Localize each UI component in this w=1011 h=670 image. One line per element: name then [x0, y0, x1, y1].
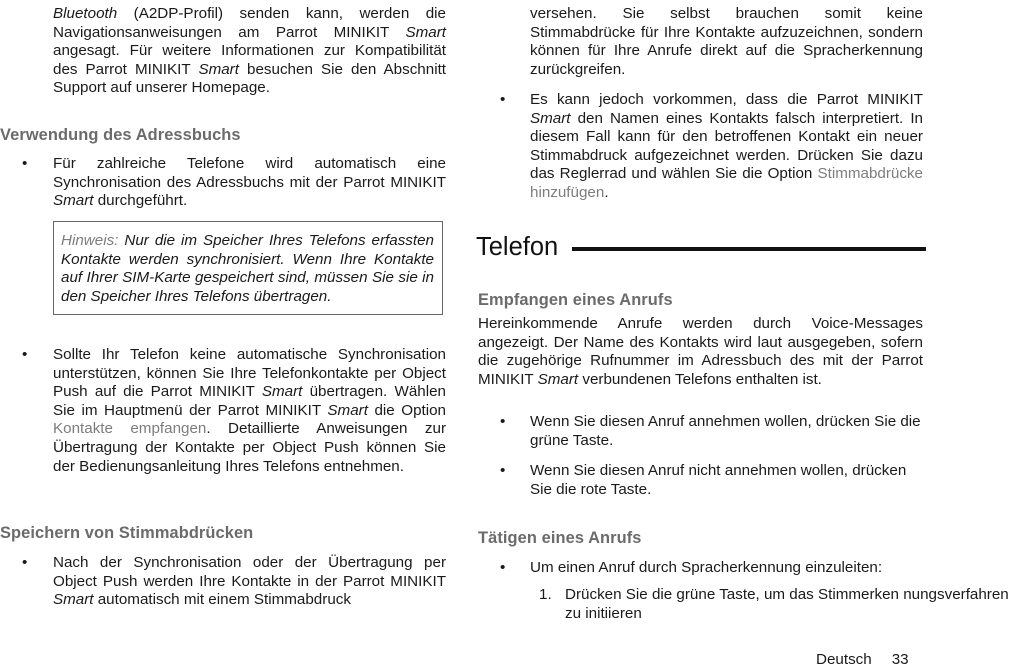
section-heading-stimmabdruecke: Speichern von Stimmabdrücken: [0, 524, 254, 542]
page-number: 33: [891, 651, 909, 668]
list-item: • Für zahlreiche Telefone wird automatisch eine Synchronisation des Adressbuchs mit der Parrot MINIKIT Smart durchgeführt.: [22, 155, 446, 210]
bullet: •: [22, 554, 28, 571]
hint-text: Nur die im Speicher Ihres Telefons erfassten Kontakte werden synchronisiert. Wenn Ihre Kontakte auf Ihrer SIM-Karte gespeichert sind, müssen Sie sie in den Speicher Ihres Telefons übertragen.: [61, 232, 434, 305]
heading-rule: [572, 247, 926, 251]
bullet: •: [22, 155, 28, 172]
bullet: •: [500, 413, 506, 430]
bullet: •: [500, 559, 506, 576]
chapter-title: Telefon: [476, 233, 559, 261]
list-item: • Es kann jedoch vorkommen, dass die Parrot MINIKIT Smart den Namen eines Kontakts falsch interpretiert. In diesem Fall kann für den betroffenen Kontakt ein neuer Stimmabdruck aufgezeichnet werden. Drücken Sie dazu das Reglerrad und wählen Sie die Option Stimmabdrücke hinzufügen.: [500, 91, 923, 201]
footer-language: Deutsch: [816, 651, 872, 668]
list-item: • Wenn Sie diesen Anruf nicht annehmen wollen, drücken Sie die rote Taste.: [500, 462, 907, 498]
step-number: 1.: [539, 586, 552, 603]
bullet: •: [500, 462, 506, 479]
list-item: • Wenn Sie diesen Anruf annehmen wollen, drücken Sie die grüne Taste.: [500, 413, 921, 449]
numbered-step: 1. Drücken Sie die grüne Taste, um das Stimmerken nungsverfahren zu initiieren: [539, 586, 1009, 622]
bullet: •: [500, 91, 506, 108]
menu-option-link: Stimmabdrücke hinzufügen: [530, 165, 923, 201]
intro-paragraph: Bluetooth (A2DP-Profil) senden kann, werden die Navigationsanweisungen am Parrot MINIKIT Smart angesagt. Für weitere Informationen zur Kompatibilität des Parrot MINIKIT Smart besuchen Sie den Abschnitt Support auf unserer Homepage.: [53, 5, 447, 97]
menu-option-link: Kontakte empfangen: [53, 420, 207, 438]
page-footer: [816, 651, 936, 670]
list-item: • Sollte Ihr Telefon keine automatische Synchronisation unterstützen, können Sie Ihre Telefonkontakte per Object Push auf die Parrot MINIKIT Smart übertragen. Wählen Sie im Hauptmenü der Parrot MINIKIT Smart die Option Kontakte empfangen. Detaillierte Anweisungen zur Übertragung der Kontakte per Object Push können Sie der Bedienungsanleitung Ihres Telefons entnehmen.: [22, 346, 446, 475]
continuation-paragraph: versehen. Sie selbst brauchen somit keine Stimmabdrücke für Ihre Kontakte aufzuzeichnen, sondern können für Ihre Anrufe direkt auf die Spracherkennung zurückgreifen.: [530, 5, 923, 78]
section-heading-empfangen: Empfangen eines Anrufs: [478, 291, 673, 309]
chapter-heading: [476, 232, 926, 262]
hint-box: [53, 221, 443, 315]
incoming-call-paragraph: Hereinkommende Anrufe werden durch Voice-Messages angezeigt. Der Name des Kontakts wird laut ausgegeben, sofern die zugehörige Rufnummer im Adressbuch des mit der Parrot MINIKIT Smart verbundenen Telefons enthalten ist.: [478, 315, 923, 388]
bluetooth-term: Bluetooth: [53, 5, 118, 22]
list-item: • Nach der Synchronisation oder der Übertragung per Object Push werden Ihre Kontakte in der Parrot MINIKIT Smart automatisch mit einem Stimmabdruck: [22, 554, 446, 609]
bullet: •: [22, 346, 28, 363]
section-heading-taetigen: Tätigen eines Anrufs: [478, 529, 642, 547]
hint-label: Hinweis:: [61, 232, 119, 249]
list-item: • Um einen Anruf durch Spracherkennung einzuleiten:: [500, 559, 883, 576]
section-heading-adressbuch: Verwendung des Adressbuchs: [0, 126, 241, 144]
